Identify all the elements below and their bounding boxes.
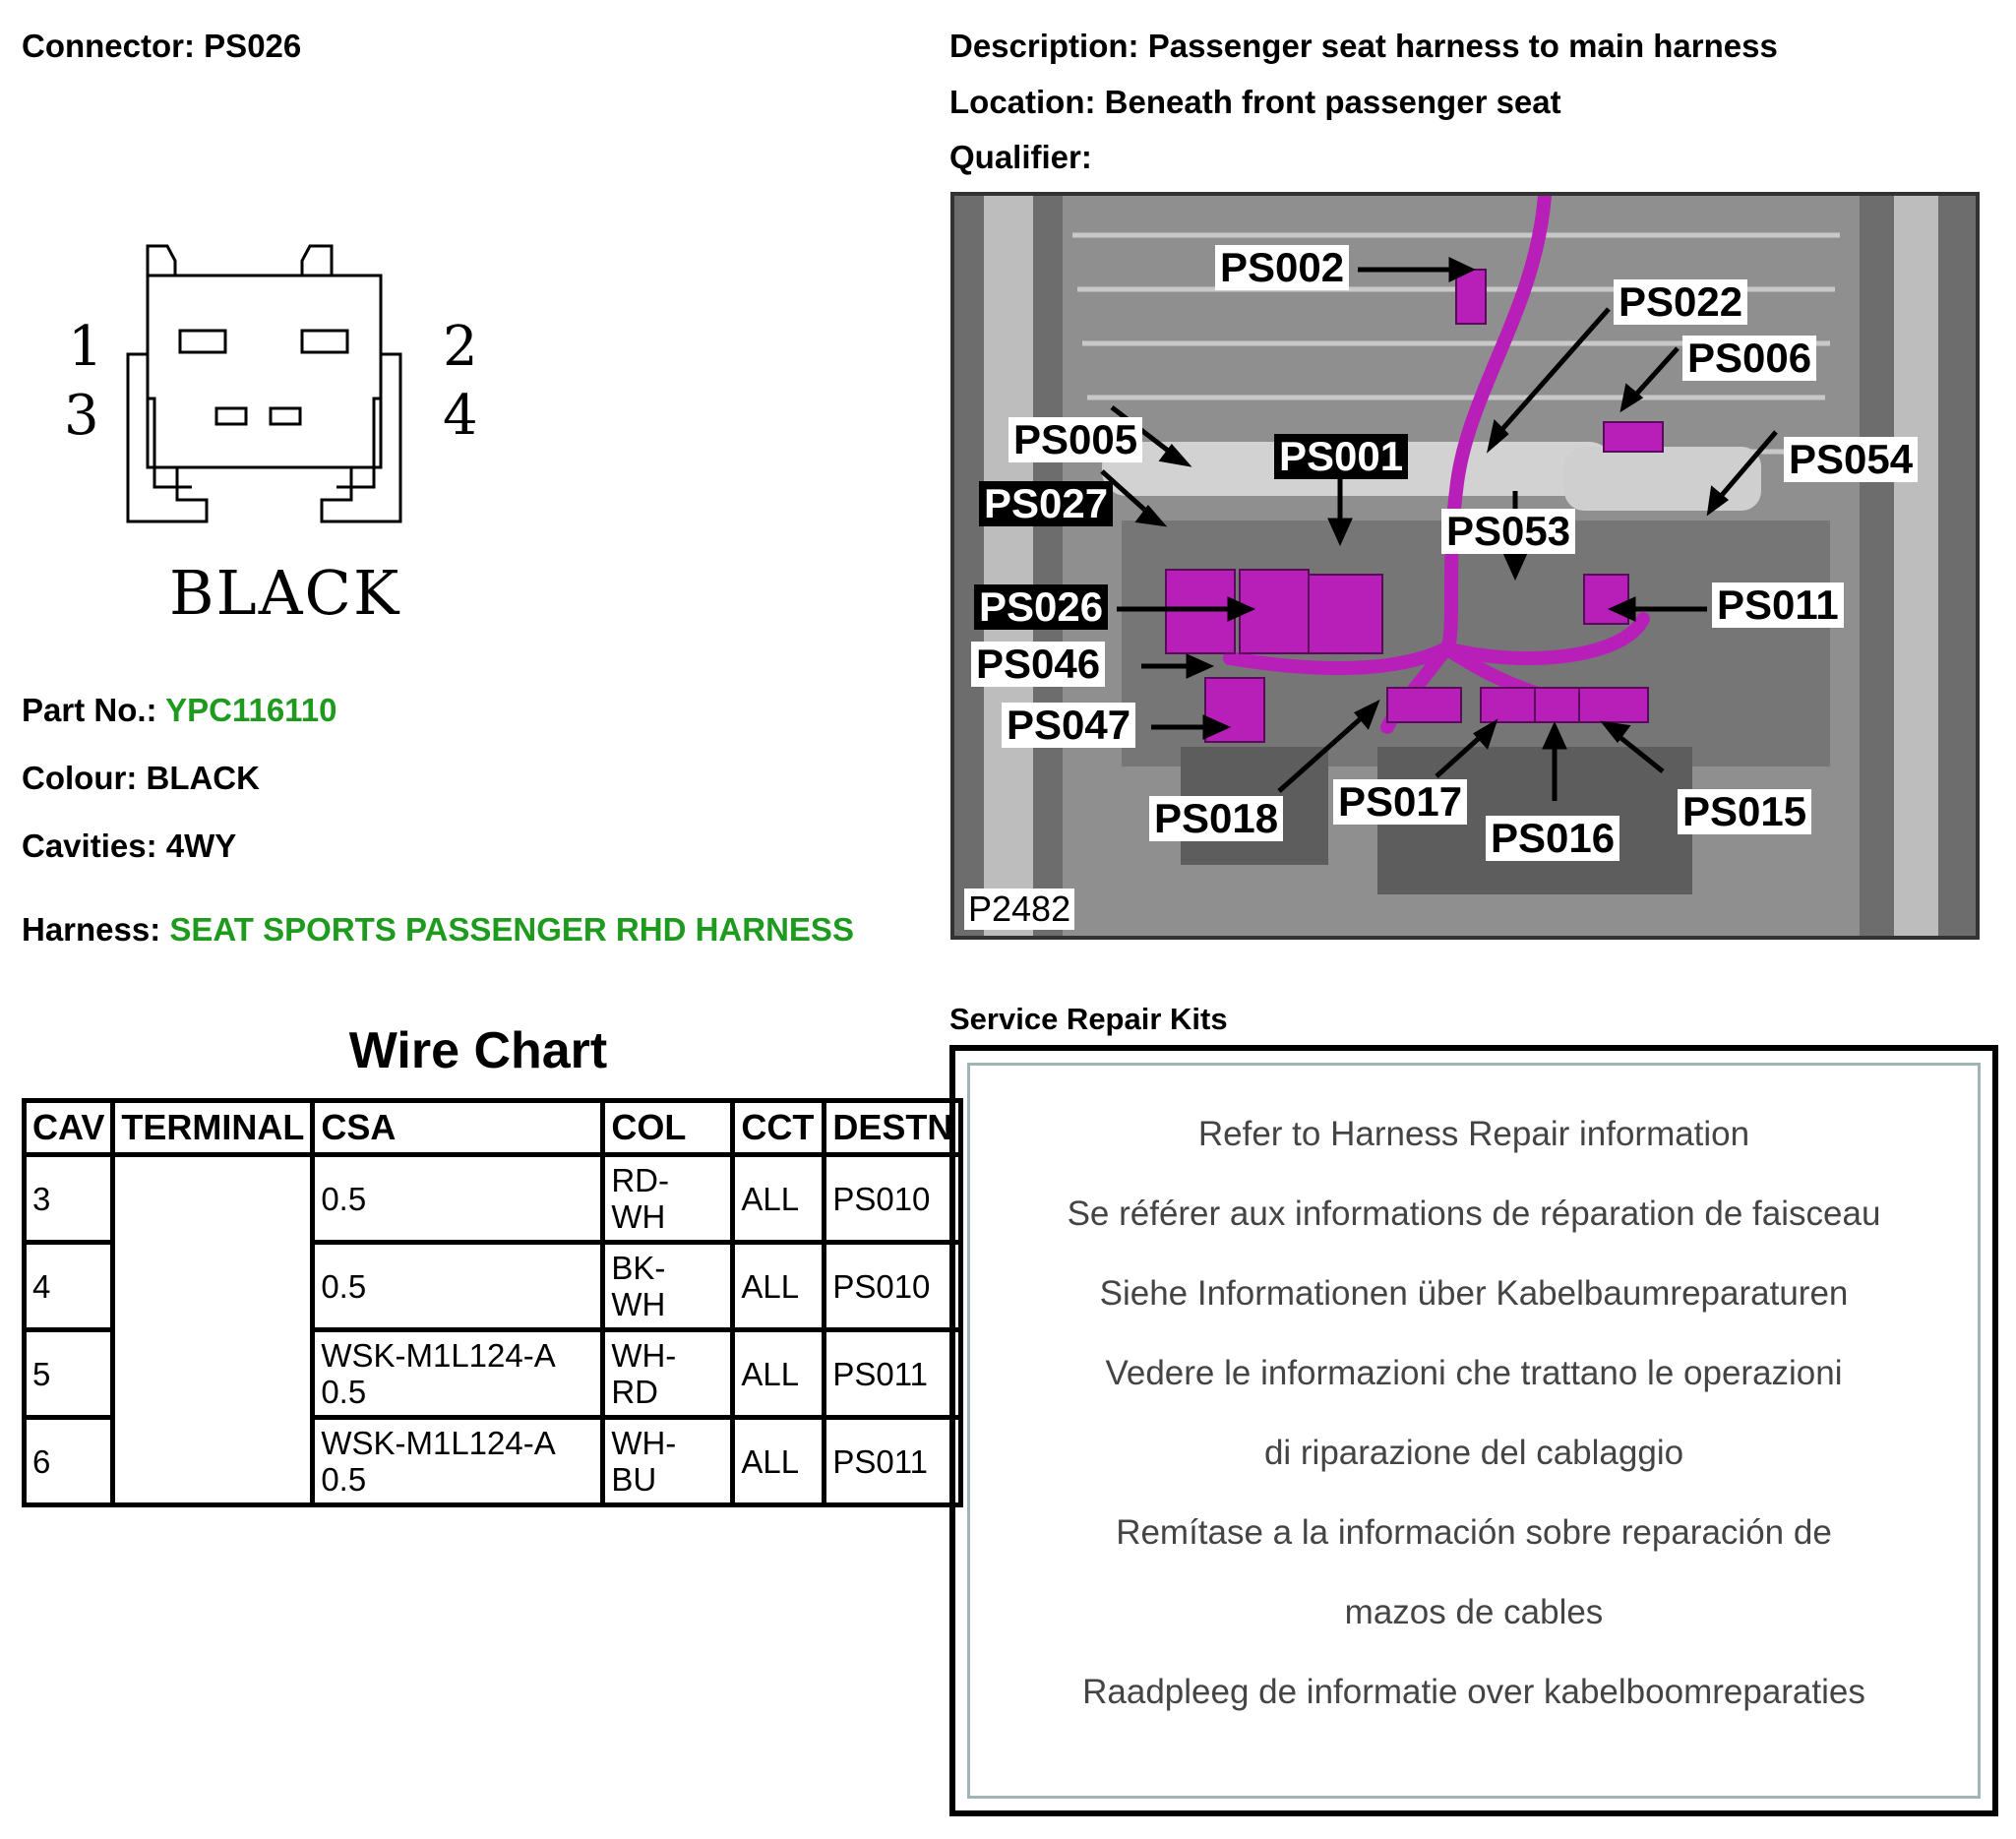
pin-3-label: 3 [64, 384, 99, 448]
location-value: Beneath front passenger seat [1104, 84, 1561, 120]
harness-label: Harness: [22, 911, 161, 948]
wire-chart-table [22, 1098, 963, 1507]
repair-kit-line: mazos de cables [1344, 1593, 1604, 1631]
cav-cell: 4 [25, 1243, 113, 1330]
repair-kit-line: Se référer aux informations de réparation de faisceau [1067, 1195, 1881, 1233]
colour-field [22, 760, 260, 797]
cct-cell: ALL [733, 1243, 825, 1330]
repair-kit-line: Remítase a la información sobre reparación de [1116, 1513, 1832, 1552]
csa-cell: WSK-M1L124-A 0.5 [313, 1418, 603, 1505]
description-value: Passenger seat harness to main harness [1147, 28, 1778, 64]
location-field [949, 84, 1561, 121]
terminal-cell [113, 1155, 313, 1505]
callout-ps018: PS018 [1149, 796, 1283, 841]
callout-ps011: PS011 [1712, 582, 1844, 628]
repair-kits-inner-frame [967, 1063, 1981, 1799]
callout-ps054: PS054 [1784, 437, 1918, 482]
connector-location-photo [950, 192, 1980, 940]
col-cell: RD- WH [603, 1155, 733, 1243]
repair-kit-line: Refer to Harness Repair information [1197, 1115, 1750, 1153]
repair-kit-line: Raadpleeg de informatie over kabelboomreparaties [1082, 1673, 1865, 1711]
col-cell: WH- BU [603, 1418, 733, 1505]
qualifier-label: Qualifier: [949, 139, 1092, 175]
colour-label: Colour: [22, 760, 138, 796]
destn-cell: PS010 [825, 1243, 961, 1330]
cav-cell: 6 [25, 1418, 113, 1505]
cav-cell: 5 [25, 1330, 113, 1418]
csa-cell: 0.5 [313, 1155, 603, 1243]
pin-2-label: 2 [443, 315, 478, 379]
callout-ps046: PS046 [971, 642, 1105, 687]
header-cav: CAV [25, 1101, 113, 1155]
seat-frame-illustration [954, 196, 1976, 936]
callout-ps047: PS047 [1002, 703, 1135, 748]
colour-value: BLACK [146, 760, 260, 796]
part-number-label: Part No.: [22, 692, 157, 728]
repair-kit-line: Vedere le informazioni che trattano le operazioni [1105, 1354, 1843, 1392]
cav-cell: 3 [25, 1155, 113, 1243]
callout-ps053: PS053 [1441, 509, 1575, 554]
callout-ps002: PS002 [1215, 245, 1349, 290]
destn-cell: PS010 [825, 1155, 961, 1243]
callout-ps027: PS027 [979, 481, 1113, 526]
connector-field [22, 28, 301, 65]
harness-link[interactable]: SEAT SPORTS PASSENGER RHD HARNESS [169, 911, 854, 948]
wire-chart-header-row [25, 1101, 961, 1155]
description-field [949, 28, 1778, 65]
destn-cell: PS011 [825, 1418, 961, 1505]
repair-kit-line: Siehe Informationen über Kabelbaumreparaturen [1099, 1274, 1849, 1313]
connector-label: Connector: [22, 28, 195, 64]
wire-chart-title: Wire Chart [348, 1022, 608, 1079]
cavities-field [22, 828, 236, 865]
cct-cell: ALL [733, 1155, 825, 1243]
callout-ps022: PS022 [1614, 279, 1747, 325]
callout-ps017: PS017 [1333, 779, 1467, 825]
cavities-label: Cavities: [22, 828, 157, 864]
pin-1-label: 1 [68, 315, 103, 379]
repair-kits-panel [949, 1045, 1998, 1816]
callout-ps026: PS026 [974, 584, 1108, 630]
callout-ps015: PS015 [1678, 789, 1811, 834]
callout-ps016: PS016 [1486, 816, 1619, 861]
header-cct: CCT [733, 1101, 825, 1155]
cavities-value: 4WY [165, 828, 237, 864]
csa-cell: WSK-M1L124-A 0.5 [313, 1330, 603, 1418]
connector-colour-caption: BLACK [169, 557, 401, 629]
col-cell: BK- WH [603, 1243, 733, 1330]
callout-ps005: PS005 [1008, 417, 1142, 462]
cct-cell: ALL [733, 1418, 825, 1505]
callout-ps001: PS001 [1274, 434, 1408, 479]
repair-kits-title: Service Repair Kits [949, 1002, 1228, 1036]
connector-outline [54, 236, 507, 531]
description-label: Description: [949, 28, 1139, 64]
figure-reference: P2482 [964, 889, 1074, 930]
pin-4-label: 4 [443, 384, 478, 448]
csa-cell: 0.5 [313, 1243, 603, 1330]
cct-cell: ALL [733, 1330, 825, 1418]
col-cell: WH- RD [603, 1330, 733, 1418]
header-csa: CSA [313, 1101, 603, 1155]
header-col: COL [603, 1101, 733, 1155]
location-label: Location: [949, 84, 1096, 120]
table-row [25, 1155, 961, 1243]
harness-field [22, 911, 854, 949]
part-number-field [22, 692, 336, 729]
connector-value: PS026 [204, 28, 302, 64]
part-number-link[interactable]: YPC116110 [165, 692, 337, 728]
destn-cell: PS011 [825, 1330, 961, 1418]
repair-kit-line: di riparazione del cablaggio [1263, 1434, 1684, 1472]
header-terminal: TERMINAL [113, 1101, 313, 1155]
header-destn: DESTN [825, 1101, 961, 1155]
callout-ps006: PS006 [1682, 336, 1816, 381]
